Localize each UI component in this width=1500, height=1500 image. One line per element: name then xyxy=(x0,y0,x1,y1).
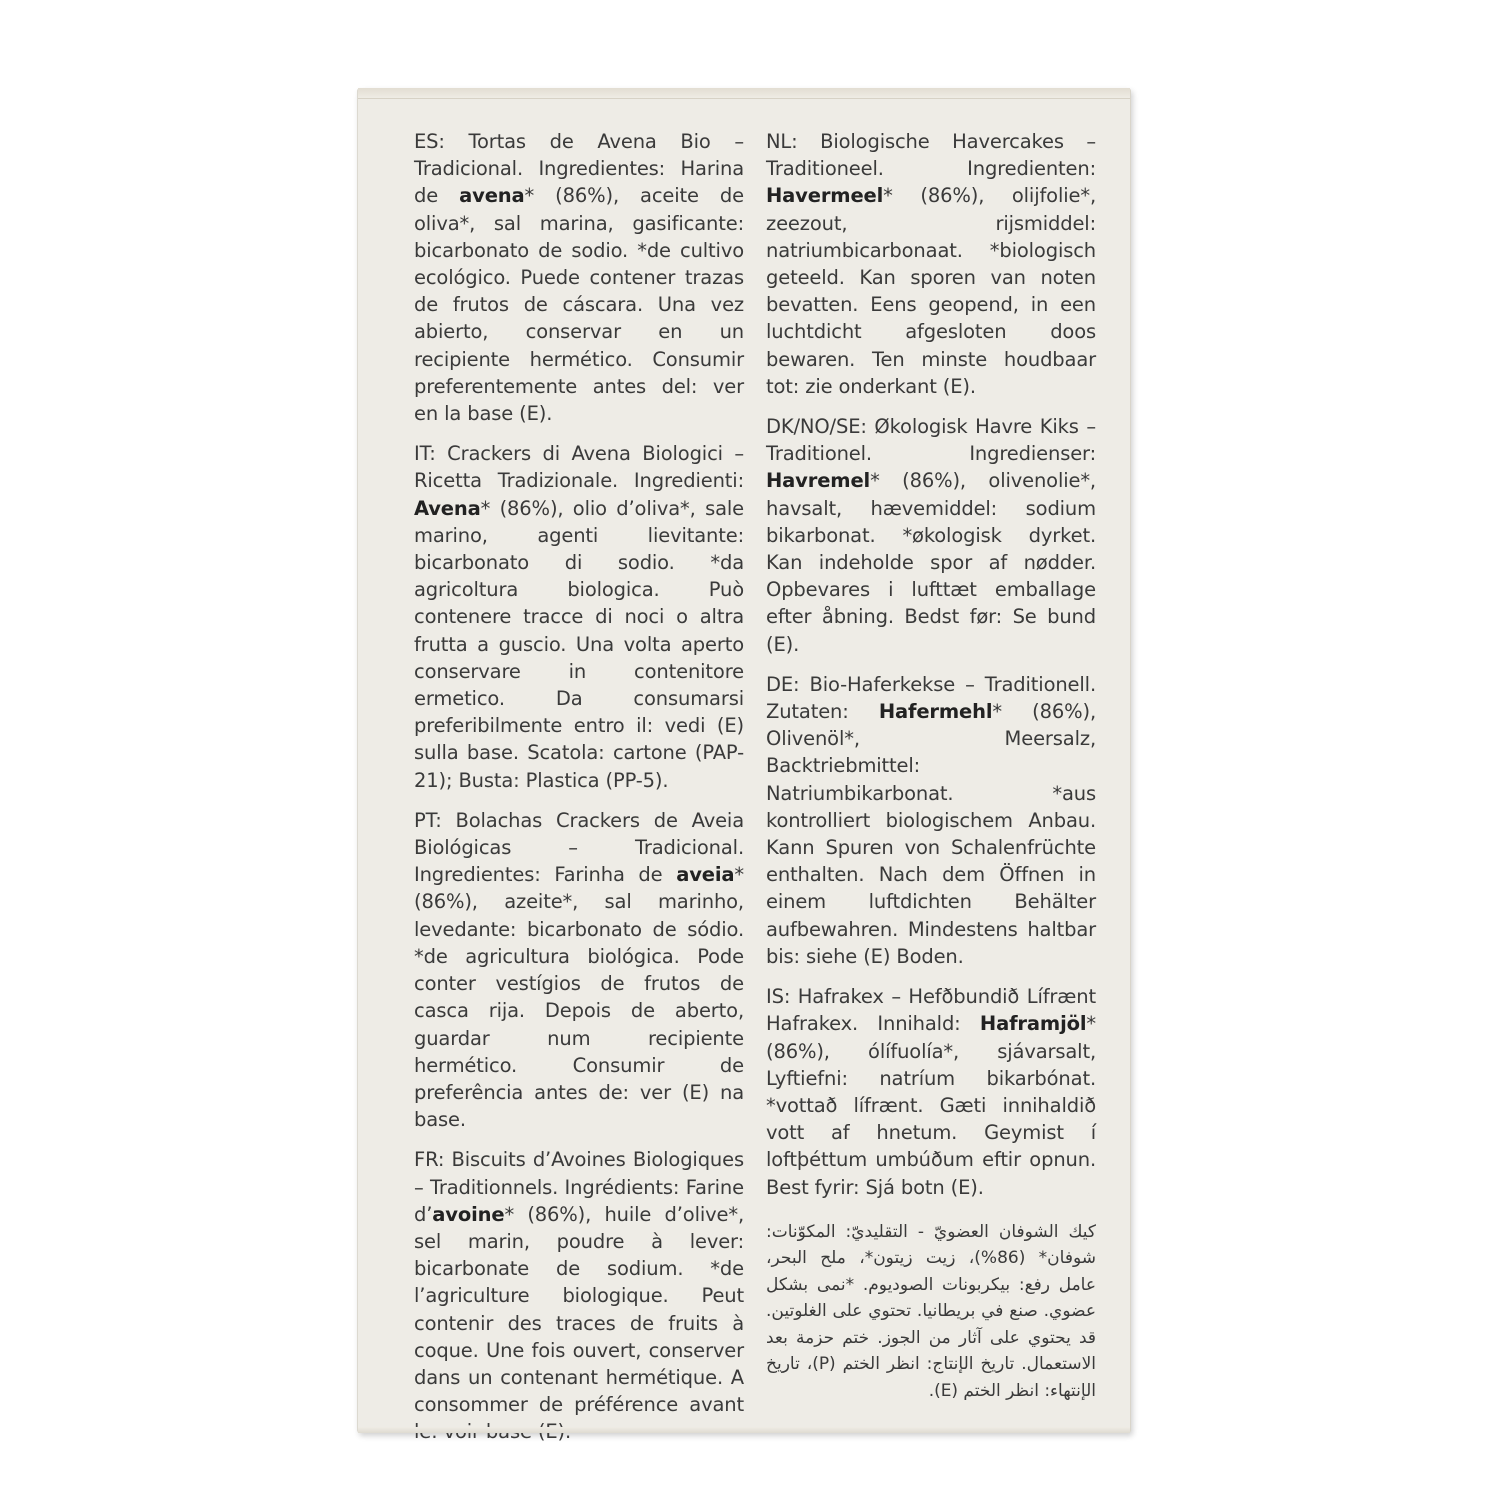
product-box-back xyxy=(357,88,1131,1433)
left-text-column xyxy=(414,128,744,1459)
paragraph-text: * (86%), Olivenöl*, Meersalz, Backtriebmittel: Natriumbikarbonat. *aus kontrolliert biologischem Anbau. Kann Spuren von Schalenfrüchte enthalten. Nach dem Öffnen in einem luftdichten Behälter aufbewahren. Mindestens haltbar bis: siehe (E) Boden. xyxy=(766,700,1096,968)
ingredient-highlight: avena xyxy=(459,184,525,208)
ingredient-highlight: Havermeel xyxy=(766,184,884,208)
ingredient-highlight: avoine xyxy=(432,1202,505,1226)
ingredient-highlight: Haframjöl xyxy=(979,1012,1087,1036)
paragraph-text: * (86%), aceite de oliva*, sal marina, gasificante: bicarbonato de sodio. *de cultivo ecológico. Puede contener trazas de frutos de cáscara. Una vez abierto, conservar en un recipiente hermético. Consumir preferentemente antes del: ver en la base (E). xyxy=(414,184,744,426)
paragraph-fr xyxy=(414,1146,744,1445)
paragraph-text: * (86%), olijfolie*, zeezout, rijsmiddel: natriumbicarbonaat. *biologisch geteeld. Kan sporen van noten bevatten. Eens geopend, in een luchtdicht afgesloten doos bewaren. Ten minste houdbaar tot: zie onderkant (E). xyxy=(766,184,1096,398)
paragraph-pt xyxy=(414,807,744,1133)
paragraph-text: DK/NO/SE: Økologisk Havre Kiks – Traditionel. Ingredienser: xyxy=(766,415,1096,466)
paragraph-text: * (86%), huile d’olive*, sel marin, poudre à lever: bicarbonate de sodium. *de l’agriculture biologique. Peut contenir des traces de fruits à coque. Une fois ouvert, conserver dans un contenant hermétique. A consommer de préférence avant xyxy=(414,1202,744,1417)
paragraph-text: * (86%), azeite*, sal marinho, levedante: bicarbonato de sódio. *de agricultura biológica. Pode conter vestígios de frutos de casca rija. Depois de aberto, guardar num recipiente hermético. Consumir de preferência antes de: ver (E) na base. xyxy=(414,863,744,1132)
paragraph-text: IS: Hafrakex – Hefðbundið Lífrænt Hafrakex. Innihald: xyxy=(766,985,1096,1036)
paragraph-text: DE: Bio-Haferkekse – Traditionell. Zutaten: xyxy=(766,672,1096,724)
paragraph-text: FR: Biscuits d’Avoines Biologiques – Traditionnels. Ingrédients: Farine d’ xyxy=(414,1148,744,1226)
paragraph-es xyxy=(414,128,744,427)
paragraph-text: * (86%), olio d’oliva*, sale marino, agenti lievitante: bicarbonato di sodio. *da agricoltura biologica. Può contenere tracce di noci o altra frutta a guscio. Una volta aperto conservare in contenitore ermetico. Da consumarsi preferibilmente entro il: vedi (E) sulla base. Scatola: cartone (PAP-21); Busta: Plastica (PP-5). xyxy=(414,496,744,792)
paragraph-text: * (86%), olivenolie*, havsalt, hævemiddel: sodium bikarbonat. *økologisk dyrket. Kan indeholde spor af nødder. Opbevares i lufttæt emballage efter åbning. Bedst før: Se bund (E). xyxy=(766,469,1096,656)
paragraph-is xyxy=(766,983,1096,1201)
paragraph-de xyxy=(766,671,1096,970)
paragraph-text: ES: Tortas de Avena Bio – Tradicional. Ingredientes: Harina de xyxy=(414,130,744,208)
paragraph-text: IT: Crackers di Avena Biologici – Ricetta Tradizionale. Ingredienti: xyxy=(414,442,744,493)
ingredient-highlight: Havremel xyxy=(766,469,871,493)
box-top-edge xyxy=(358,88,1130,99)
right-text-column xyxy=(766,128,1096,1404)
paragraph-dk xyxy=(766,413,1096,658)
paragraph-nl xyxy=(766,128,1096,400)
paragraph-text: PT: Bolachas Crackers de Aveia Biológicas – Tradicional. Ingredientes: Farinha de xyxy=(414,808,744,887)
arabic-paragraph: كيك الشوفان العضويّ - التقليديّ: المكوّنات: شوفان* (86%)، زيت زيتون*، ملح البحر، عامل رفع: بيكربونات الصوديوم. *نمى بشكل عضوي. صنع في بريطانيا. تحتوي على الغلوتين. قد يحتوي على آثار من الجوز. ختم حزمة بعد الاستعمال. تاريخ الإنتاج: انظر الختم (P)، تاريخ الإنتهاء: انظر الختم (E). xyxy=(766,1221,1096,1401)
ingredient-highlight: aveia xyxy=(676,863,735,887)
box-bottom-edge xyxy=(358,1427,1130,1433)
paragraph-text: NL: Biologische Havercakes – Traditioneel. Ingredienten: xyxy=(766,130,1096,181)
paragraph-text: * (86%), ólífuolía*, sjávarsalt, Lyftiefni: natríum bikarbónat. *vottað lífrænt. Gæti innihaldið vott af hnetum. Geymist í loftþéttum umbúðum eftir opnun. Best fyrir: Sjá botn (E). xyxy=(766,1012,1096,1199)
ingredient-highlight: Avena xyxy=(414,496,481,520)
ingredient-highlight: Hafermehl xyxy=(878,700,993,724)
paragraph-it xyxy=(414,440,744,794)
